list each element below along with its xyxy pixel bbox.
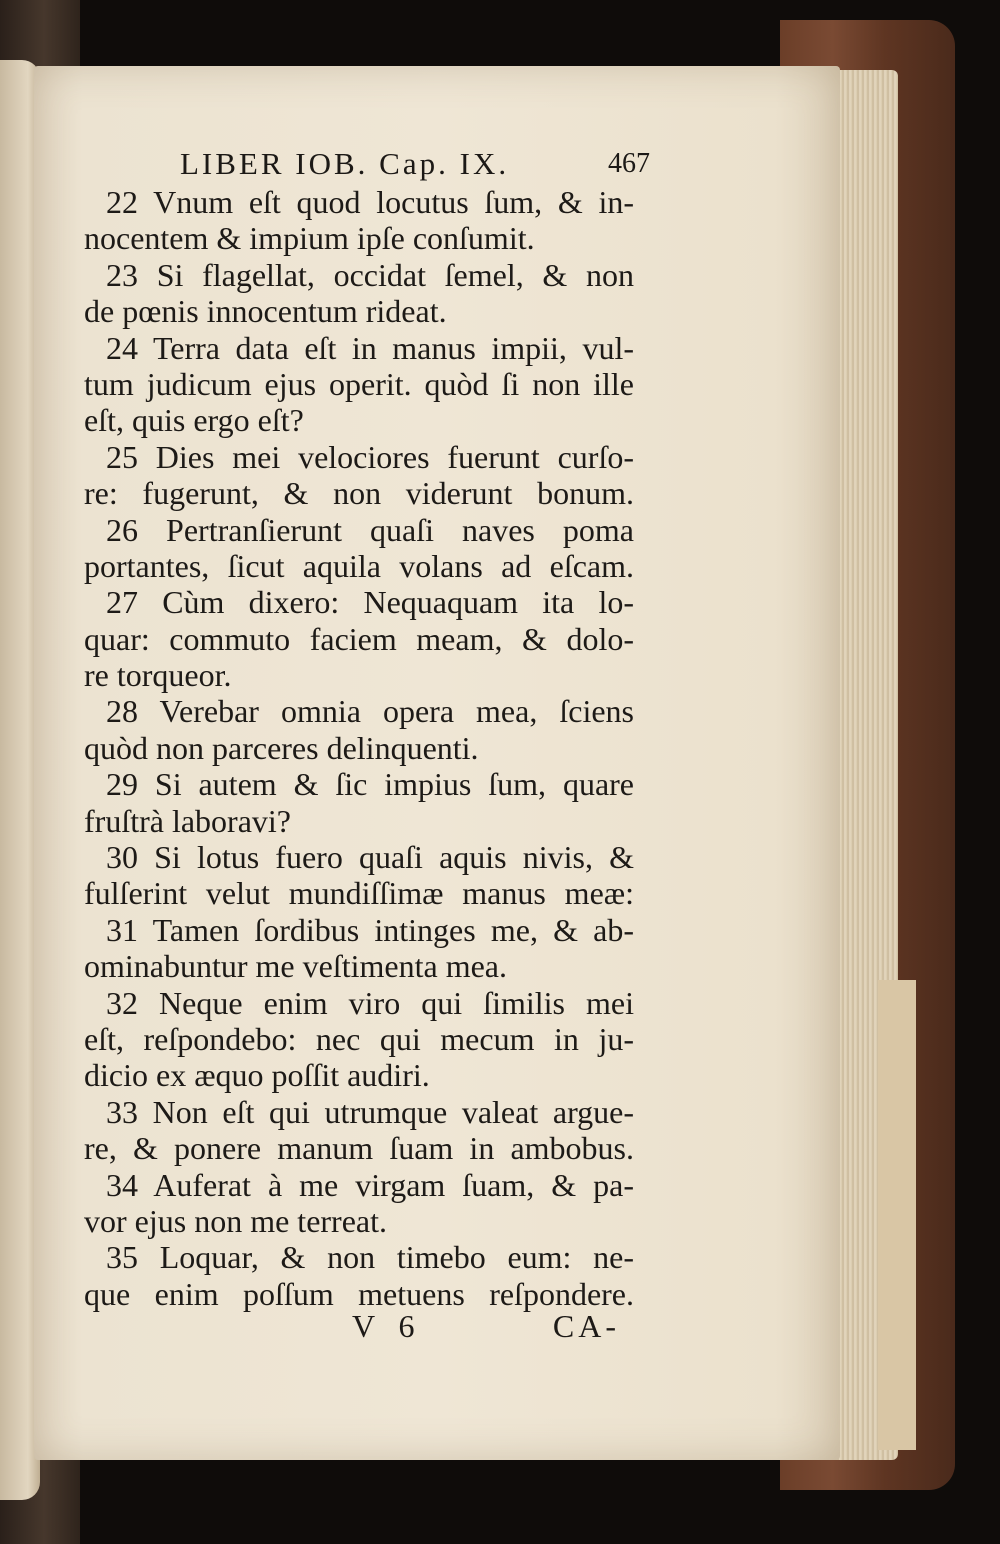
text-line: 28 Verebar omnia opera mea, ſciens [106,693,634,730]
catchword: CA- [552,1308,620,1344]
text-line: 22 Vnum eſt quod locutus ſum, & in- [106,184,634,220]
text-line: tum judicum ejus operit. quòd ſi non ille [84,365,634,402]
text-line: 25 Dies mei velociores fuerunt curſo- [106,438,634,475]
page-number: 467 [608,148,650,179]
text-line: portantes, ſicut aquila volans ad eſcam. [84,547,634,584]
text-line: 31 Tamen ſordibus intinges me, & ab- [106,911,634,948]
text-line: re, & ponere manum ſuam in ambobus. [84,1130,634,1167]
text-line: 26 Pertranſierunt quaſi naves poma [106,511,634,548]
text-block [84,184,634,1312]
text-line: de pœnis innocentum rideat. [84,293,447,330]
text-line: 23 Si flagellat, occidat ſemel, & non [106,256,634,293]
text-line: quòd non parceres delinquenti. [84,729,479,766]
text-line: 27 Cùm dixero: Nequaquam ita lo- [106,584,634,621]
text-line: 33 Non eſt qui utrumque valeat argue- [106,1093,634,1130]
text-line: 24 Terra data eſt in manus impii, vul- [106,329,634,366]
text-line: dicio ex æquo poſſit audiri. [84,1057,430,1094]
text-line: 30 Si lotus fuero quaſi aquis nivis, & [106,839,634,876]
text-line: quar: commuto faciem meam, & dolo- [84,620,634,657]
text-line: fulſerint velut mundiſſimæ manus meæ: [84,875,634,912]
text-line: fruſtrà laboravi? [84,802,291,839]
text-line: 34 Auferat à me virgam ſuam, & pa- [106,1166,634,1203]
running-head: LIBER IOB. Cap. IX. [180,146,510,181]
page-footer [330,1308,620,1348]
page-tab [878,980,916,1450]
text-line: 35 Loquar, & non timebo eum: ne- [106,1239,634,1276]
text-line: ominabuntur me veſtimenta mea. [84,948,507,985]
text-line: 32 Neque enim viro qui ſimilis mei [106,984,634,1021]
text-line: eſt, reſpondebo: nec qui mecum in ju- [84,1020,634,1057]
text-line: nocentem & impium ipſe conſumit. [84,220,535,257]
text-line: que enim poſſum metuens reſpondere. [84,1275,634,1312]
text-line: re torqueor. [84,657,232,694]
text-line: vor ejus non me terreat. [84,1202,387,1239]
text-line: eſt, quis ergo eſt? [84,402,304,439]
page-header [180,146,650,188]
text-line: re: fugerunt, & non viderunt bonum. [84,475,634,512]
signature-mark: V 6 [352,1308,423,1344]
text-line: 29 Si autem & ſic impius ſum, quare [106,766,634,803]
